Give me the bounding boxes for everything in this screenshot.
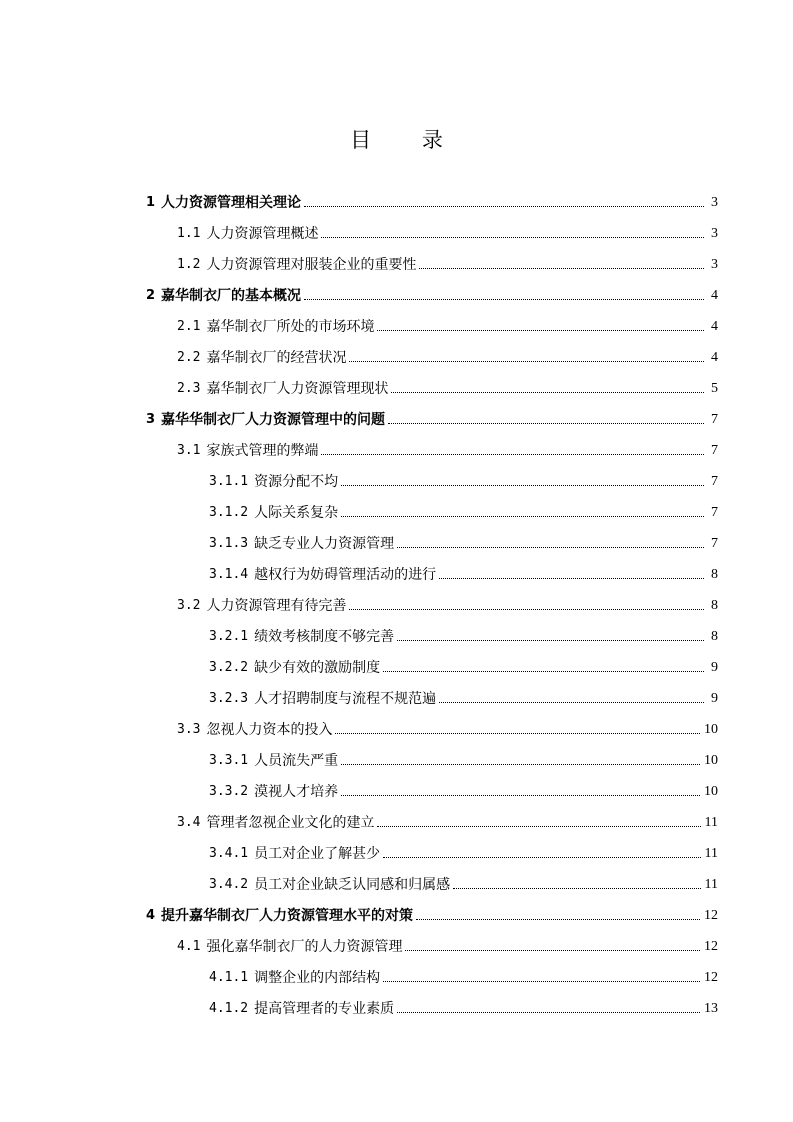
toc-label: 员工对企业了解甚少: [254, 846, 381, 862]
toc-label: 管理者忽视企业文化的建立: [206, 815, 375, 831]
toc-number: 3.3: [177, 722, 201, 737]
dot-leader: [321, 453, 704, 455]
dot-leader: [341, 484, 704, 486]
toc-number: 3.4.1: [209, 846, 249, 861]
toc-entry-1-1[interactable]: [177, 219, 718, 243]
toc-page-number: 12: [704, 939, 718, 954]
toc-label: 人力资源管理对服装企业的重要性: [206, 257, 417, 273]
dot-leader: [391, 391, 704, 393]
toc-page-number: 8: [711, 567, 718, 582]
dot-leader: [439, 701, 704, 703]
dot-leader: [397, 546, 704, 548]
toc-page-number: 5: [711, 381, 718, 396]
toc-label: 嘉华制衣厂人力资源管理现状: [206, 381, 389, 397]
toc-number: 3.1.4: [209, 567, 249, 582]
toc-number: 3.2.1: [209, 629, 249, 644]
toc-number: 3.4: [177, 815, 201, 830]
toc-number: 1.2: [177, 257, 201, 272]
toc-entry-3[interactable]: [146, 405, 718, 429]
toc-entry-3-1-2[interactable]: [209, 498, 718, 522]
toc-page-number: 9: [711, 660, 718, 675]
toc-entry-2-1[interactable]: [177, 312, 718, 336]
toc-number: 3.2.3: [209, 691, 249, 706]
toc-title: 目 录: [350, 128, 465, 152]
toc-page-number: 4: [711, 319, 718, 334]
toc-page-number: 8: [711, 598, 718, 613]
toc-page-number: 3: [711, 257, 718, 272]
toc-page-number: 10: [704, 753, 718, 768]
toc-number: 3.2.2: [209, 660, 249, 675]
toc-entry-3-2-2[interactable]: [209, 653, 718, 677]
toc-entry-4[interactable]: [146, 901, 718, 925]
toc-label: 提升嘉华制衣厂人力资源管理水平的对策: [161, 908, 414, 924]
toc-entry-1[interactable]: [146, 188, 718, 212]
toc-number: 4.1.2: [209, 1001, 249, 1016]
toc-entry-3-4[interactable]: [177, 808, 718, 832]
toc-page-number: 9: [711, 691, 718, 706]
toc-entry-3-2-1[interactable]: [209, 622, 718, 646]
toc-label: 人员流失严重: [254, 753, 339, 769]
toc-label: 绩效考核制度不够完善: [254, 629, 395, 645]
dot-leader: [321, 236, 704, 238]
toc-label: 缺少有效的激励制度: [254, 660, 381, 676]
toc-label: 提高管理者的专业素质: [254, 1001, 395, 1017]
toc-label: 调整企业的内部结构: [254, 970, 381, 986]
toc-label: 缺乏专业人力资源管理: [254, 536, 395, 552]
toc-number: 1: [146, 195, 156, 210]
dot-leader: [335, 732, 700, 734]
toc-page-number: 11: [704, 815, 718, 830]
toc-entry-3-1-3[interactable]: [209, 529, 718, 553]
toc-page-number: 8: [711, 629, 718, 644]
toc-number: 2: [146, 288, 156, 303]
toc-entry-2[interactable]: [146, 281, 718, 305]
toc-number: 4.1: [177, 939, 201, 954]
dot-leader: [383, 980, 700, 982]
dot-leader: [397, 639, 704, 641]
toc-page-number: 13: [704, 1001, 718, 1016]
toc-entry-3-4-2[interactable]: [209, 870, 718, 894]
toc-entry-3-2[interactable]: [177, 591, 718, 615]
dot-leader: [383, 856, 700, 858]
toc-number: 3.2: [177, 598, 201, 613]
toc-page-number: 10: [704, 722, 718, 737]
toc-label: 人力资源管理相关理论: [161, 195, 302, 211]
dot-leader: [419, 267, 704, 269]
toc-entry-3-1[interactable]: [177, 436, 718, 460]
toc-entry-2-2[interactable]: [177, 343, 718, 367]
toc-page-number: 7: [711, 443, 718, 458]
toc-entry-3-3[interactable]: [177, 715, 718, 739]
toc-entry-3-2-3[interactable]: [209, 684, 718, 708]
toc-number: 3: [146, 412, 156, 427]
dot-leader: [304, 298, 704, 300]
toc-label: 嘉华制衣厂的基本概况: [161, 288, 302, 304]
dot-leader: [341, 763, 700, 765]
toc-number: 3.1: [177, 443, 201, 458]
toc-page-number: 3: [711, 226, 718, 241]
toc-page-number: 7: [711, 536, 718, 551]
toc-page-number: 3: [711, 195, 718, 210]
toc-number: 3.1.3: [209, 536, 249, 551]
toc-number: 3.4.2: [209, 877, 249, 892]
toc-page-number: 12: [704, 970, 718, 985]
dot-leader: [304, 205, 704, 207]
toc-page-number: 7: [711, 412, 718, 427]
toc-number: 4: [146, 908, 156, 923]
toc-number: 3.3.1: [209, 753, 249, 768]
toc-entry-3-4-1[interactable]: [209, 839, 718, 863]
toc-page-number: 4: [711, 288, 718, 303]
dot-leader: [388, 422, 704, 424]
toc-label: 人力资源管理有待完善: [206, 598, 347, 614]
toc-entry-4-1-1[interactable]: [209, 963, 718, 987]
toc-page-number: 11: [704, 877, 718, 892]
toc-entry-3-3-2[interactable]: [209, 777, 718, 801]
toc-entry-4-1-2[interactable]: [209, 994, 718, 1018]
toc-number: 3.1.2: [209, 505, 249, 520]
dot-leader: [405, 949, 700, 951]
dot-leader: [439, 577, 704, 579]
toc-label: 越权行为妨碍管理活动的进行: [254, 567, 437, 583]
toc-label: 人才招聘制度与流程不规范遍: [254, 691, 437, 707]
toc-label: 漠视人才培养: [254, 784, 339, 800]
dot-leader: [416, 918, 700, 920]
toc-page-number: 12: [704, 908, 718, 923]
toc-label: 家族式管理的弊端: [206, 443, 319, 459]
dot-leader: [341, 515, 704, 517]
dot-leader: [377, 825, 700, 827]
toc-page-number: 7: [711, 474, 718, 489]
toc-label: 强化嘉华制衣厂的人力资源管理: [206, 939, 403, 955]
toc-number: 2.3: [177, 381, 201, 396]
toc-entry-3-3-1[interactable]: [209, 746, 718, 770]
dot-leader: [349, 608, 704, 610]
toc-number: 2.1: [177, 319, 201, 334]
toc-label: 员工对企业缺乏认同感和归属感: [254, 877, 451, 893]
dot-leader: [453, 887, 700, 889]
toc-label: 嘉华制衣厂所处的市场环境: [206, 319, 375, 335]
toc-number: 4.1.1: [209, 970, 249, 985]
toc-entry-3-1-1[interactable]: [209, 467, 718, 491]
toc-label: 忽视人力资本的投入: [206, 722, 333, 738]
toc-number: 2.2: [177, 350, 201, 365]
toc-label: 人际关系复杂: [254, 505, 339, 521]
toc-page-number: 11: [704, 846, 718, 861]
toc-page-number: 10: [704, 784, 718, 799]
toc-label: 嘉华制衣厂的经营状况: [206, 350, 347, 366]
toc-entry-4-1[interactable]: [177, 932, 718, 956]
toc-number: 3.3.2: [209, 784, 249, 799]
dot-leader: [397, 1011, 700, 1013]
dot-leader: [349, 360, 704, 362]
toc-label: 资源分配不均: [254, 474, 339, 490]
toc-entry-3-1-4[interactable]: [209, 560, 718, 584]
toc-page-number: 7: [711, 505, 718, 520]
dot-leader: [341, 794, 700, 796]
dot-leader: [383, 670, 704, 672]
dot-leader: [377, 329, 704, 331]
toc-page-number: 4: [711, 350, 718, 365]
toc-entry-2-3[interactable]: [177, 374, 718, 398]
toc-number: 3.1.1: [209, 474, 249, 489]
toc-entry-1-2[interactable]: [177, 250, 718, 274]
toc-label: 嘉华华制衣厂人力资源管理中的问题: [161, 412, 386, 428]
toc-number: 1.1: [177, 226, 201, 241]
toc-label: 人力资源管理概述: [206, 226, 319, 242]
